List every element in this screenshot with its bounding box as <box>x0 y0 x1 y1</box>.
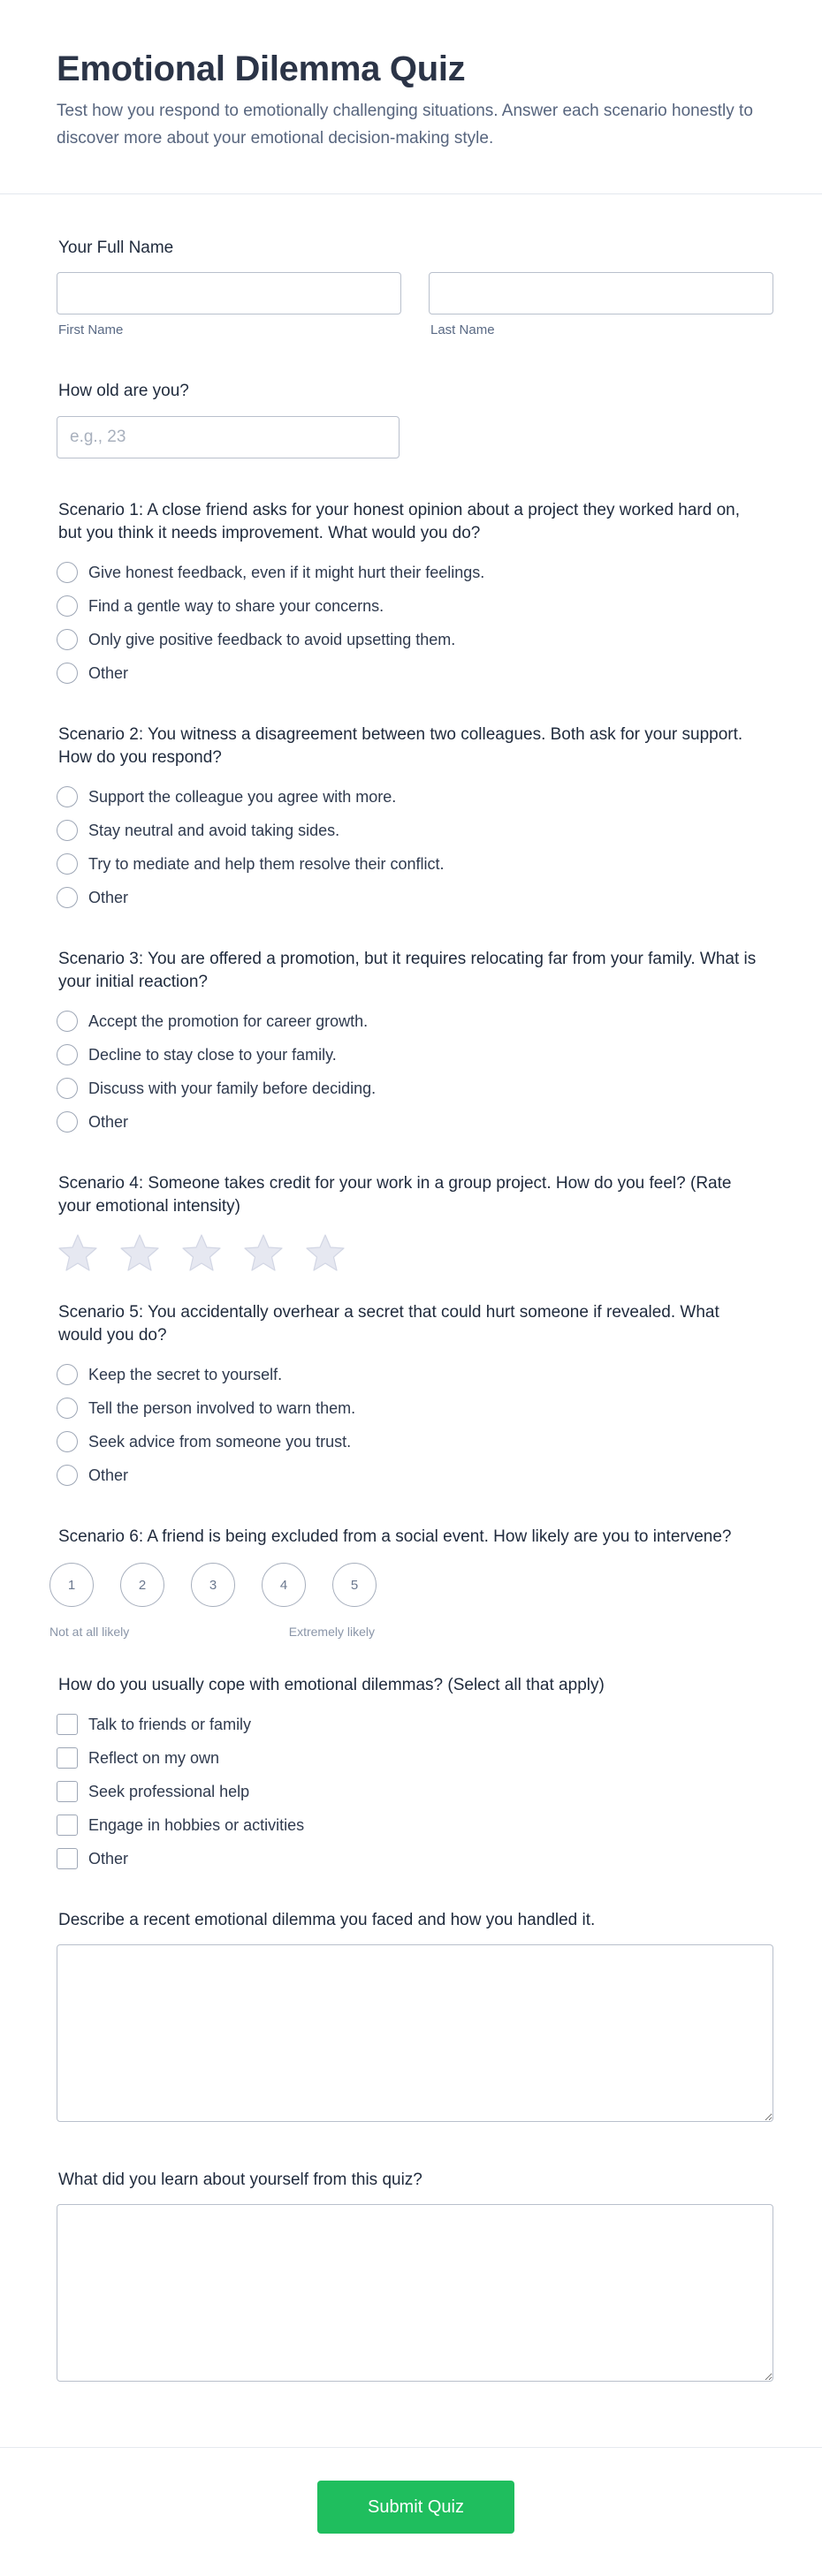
coping-label: How do you usually cope with emotional dilemmas? (Select all that apply) <box>58 1676 605 1694</box>
scenario-6-question <box>49 1526 773 1639</box>
scenario-4-label: Scenario 4: Someone takes credit for your work in a group project. How do you feel? (Rate your emotional intensity) <box>58 1174 732 1216</box>
last-name-col <box>429 272 773 337</box>
radio-button[interactable] <box>57 1011 78 1032</box>
form-header <box>0 0 822 194</box>
option-label: Find a gentle way to share your concerns. <box>88 596 384 615</box>
scenario-3-option[interactable] <box>57 1004 773 1038</box>
scenario-3-options <box>57 1004 773 1139</box>
scenario-5-option[interactable] <box>57 1425 773 1458</box>
first-name-input[interactable] <box>57 272 401 314</box>
option-label: Other <box>88 1112 129 1131</box>
last-name-input[interactable] <box>429 272 773 314</box>
option-label: Stay neutral and avoid taking sides. <box>88 821 340 839</box>
likelihood-scale <box>49 1563 773 1607</box>
scale-option-3[interactable]: 3 <box>191 1563 235 1607</box>
scenario-2-label: Scenario 2: You witness a disagreement between two colleagues. Both ask for your support. How do you respond? <box>58 725 743 767</box>
star-icon[interactable] <box>180 1232 223 1273</box>
radio-button[interactable] <box>57 663 78 684</box>
scenario-3-question <box>57 948 773 1139</box>
scenario-5-option[interactable] <box>57 1391 773 1425</box>
scale-max-label: Extremely likely <box>288 1625 375 1639</box>
scenario-3-label: Scenario 3: You are offered a promotion, but it requires relocating far from your family. What is your initial reaction? <box>58 950 757 991</box>
radio-button[interactable] <box>57 1111 78 1133</box>
scenario-3-option[interactable] <box>57 1072 773 1105</box>
age-input[interactable] <box>57 416 400 458</box>
scenario-3-option[interactable] <box>57 1105 773 1139</box>
radio-button[interactable] <box>57 1431 78 1452</box>
option-label: Seek advice from someone you trust. <box>88 1432 352 1451</box>
name-row <box>57 272 773 337</box>
scale-labels <box>49 1625 375 1639</box>
scenario-5-options <box>57 1358 773 1492</box>
full-name-label: Your Full Name <box>58 239 174 257</box>
radio-button[interactable] <box>57 595 78 617</box>
scale-option-4[interactable]: 4 <box>262 1563 306 1607</box>
coping-option[interactable] <box>57 1708 773 1741</box>
option-label: Other <box>88 888 129 906</box>
scale-option-1[interactable]: 1 <box>49 1563 94 1607</box>
star-rating <box>57 1232 773 1273</box>
learn-textarea[interactable] <box>57 2204 773 2382</box>
scale-option-5[interactable]: 5 <box>332 1563 377 1607</box>
option-label: Try to mediate and help them resolve their conflict. <box>88 854 445 873</box>
coping-option[interactable] <box>57 1741 773 1775</box>
coping-question <box>57 1674 773 1875</box>
scenario-3-option[interactable] <box>57 1038 773 1072</box>
coping-options <box>57 1708 773 1875</box>
scenario-4-question <box>57 1172 773 1273</box>
radio-button[interactable] <box>57 786 78 807</box>
checkbox[interactable] <box>57 1747 78 1769</box>
scenario-1-options <box>57 556 773 690</box>
radio-button[interactable] <box>57 1044 78 1065</box>
scenario-2-option[interactable] <box>57 814 773 847</box>
scenario-2-question <box>57 724 773 914</box>
option-label: Talk to friends or family <box>88 1715 252 1733</box>
scenario-6-label: Scenario 6: A friend is being excluded from a social event. How likely are you to intervene? <box>58 1527 732 1546</box>
scenario-1-option[interactable] <box>57 623 773 656</box>
radio-button[interactable] <box>57 853 78 875</box>
option-label: Discuss with your family before deciding. <box>88 1079 377 1097</box>
scenario-1-option[interactable] <box>57 656 773 690</box>
radio-button[interactable] <box>57 1398 78 1419</box>
checkbox[interactable] <box>57 1848 78 1869</box>
option-label: Other <box>88 1466 129 1484</box>
describe-question <box>57 1909 773 2126</box>
describe-label: Describe a recent emotional dilemma you faced and how you handled it. <box>58 1911 596 1929</box>
scenario-2-options <box>57 780 773 914</box>
form-footer <box>0 2447 822 2576</box>
option-label: Accept the promotion for career growth. <box>88 1011 369 1030</box>
scenario-5-question <box>57 1301 773 1492</box>
option-label: Other <box>88 663 129 682</box>
option-label: Engage in hobbies or activities <box>88 1815 305 1834</box>
scenario-5-option[interactable] <box>57 1458 773 1492</box>
option-label: Keep the secret to yourself. <box>88 1365 283 1383</box>
scenario-1-label: Scenario 1: A close friend asks for your honest opinion about a project they worked hard on, but you think it needs improvement. What would you do? <box>58 501 741 542</box>
radio-button[interactable] <box>57 1465 78 1486</box>
coping-option[interactable] <box>57 1808 773 1842</box>
star-icon[interactable] <box>304 1232 346 1273</box>
scenario-2-option[interactable] <box>57 780 773 814</box>
first-name-col <box>57 272 401 337</box>
checkbox[interactable] <box>57 1714 78 1735</box>
star-icon[interactable] <box>57 1232 99 1273</box>
option-label: Other <box>88 1849 129 1868</box>
describe-textarea[interactable] <box>57 1944 773 2122</box>
scenario-1-option[interactable] <box>57 556 773 589</box>
star-icon[interactable] <box>118 1232 161 1273</box>
learn-question <box>57 2169 773 2386</box>
submit-button[interactable]: Submit Quiz <box>317 2481 514 2534</box>
page-subtitle: Test how you respond to emotionally challenging situations. Answer each scenario honestly to discover more about your emotional decision-making style. <box>57 102 753 148</box>
option-label: Give honest feedback, even if it might hurt their feelings. <box>88 563 485 581</box>
full-name-question <box>57 237 773 337</box>
checkbox[interactable] <box>57 1781 78 1802</box>
scenario-1-question <box>57 499 773 690</box>
coping-option[interactable] <box>57 1775 773 1808</box>
radio-button[interactable] <box>57 887 78 908</box>
star-icon[interactable] <box>242 1232 285 1273</box>
quiz-form <box>0 237 822 2386</box>
last-name-sublabel: Last Name <box>430 322 495 337</box>
page-title: Emotional Dilemma Quiz <box>57 49 466 88</box>
radio-button[interactable] <box>57 1364 78 1385</box>
option-label: Only give positive feedback to avoid upsetting them. <box>88 630 456 648</box>
checkbox[interactable] <box>57 1815 78 1836</box>
option-label: Tell the person involved to warn them. <box>88 1398 356 1417</box>
scenario-2-option[interactable] <box>57 847 773 881</box>
scenario-5-option[interactable] <box>57 1358 773 1391</box>
age-label: How old are you? <box>58 382 189 400</box>
option-label: Seek professional help <box>88 1782 250 1800</box>
radio-button[interactable] <box>57 562 78 583</box>
learn-label: What did you learn about yourself from this quiz? <box>58 2171 422 2189</box>
radio-button[interactable] <box>57 820 78 841</box>
scale-min-label: Not at all likely <box>49 1625 130 1639</box>
option-label: Reflect on my own <box>88 1748 220 1767</box>
option-label: Decline to stay close to your family. <box>88 1045 337 1064</box>
age-question <box>57 380 773 458</box>
coping-option[interactable] <box>57 1842 773 1875</box>
scenario-2-option[interactable] <box>57 881 773 914</box>
option-label: Support the colleague you agree with more. <box>88 787 397 806</box>
scale-option-2[interactable]: 2 <box>120 1563 164 1607</box>
scenario-1-option[interactable] <box>57 589 773 623</box>
first-name-sublabel: First Name <box>58 322 124 337</box>
radio-button[interactable] <box>57 629 78 650</box>
scenario-5-label: Scenario 5: You accidentally overhear a secret that could hurt someone if revealed. What would you do? <box>58 1303 719 1345</box>
radio-button[interactable] <box>57 1078 78 1099</box>
